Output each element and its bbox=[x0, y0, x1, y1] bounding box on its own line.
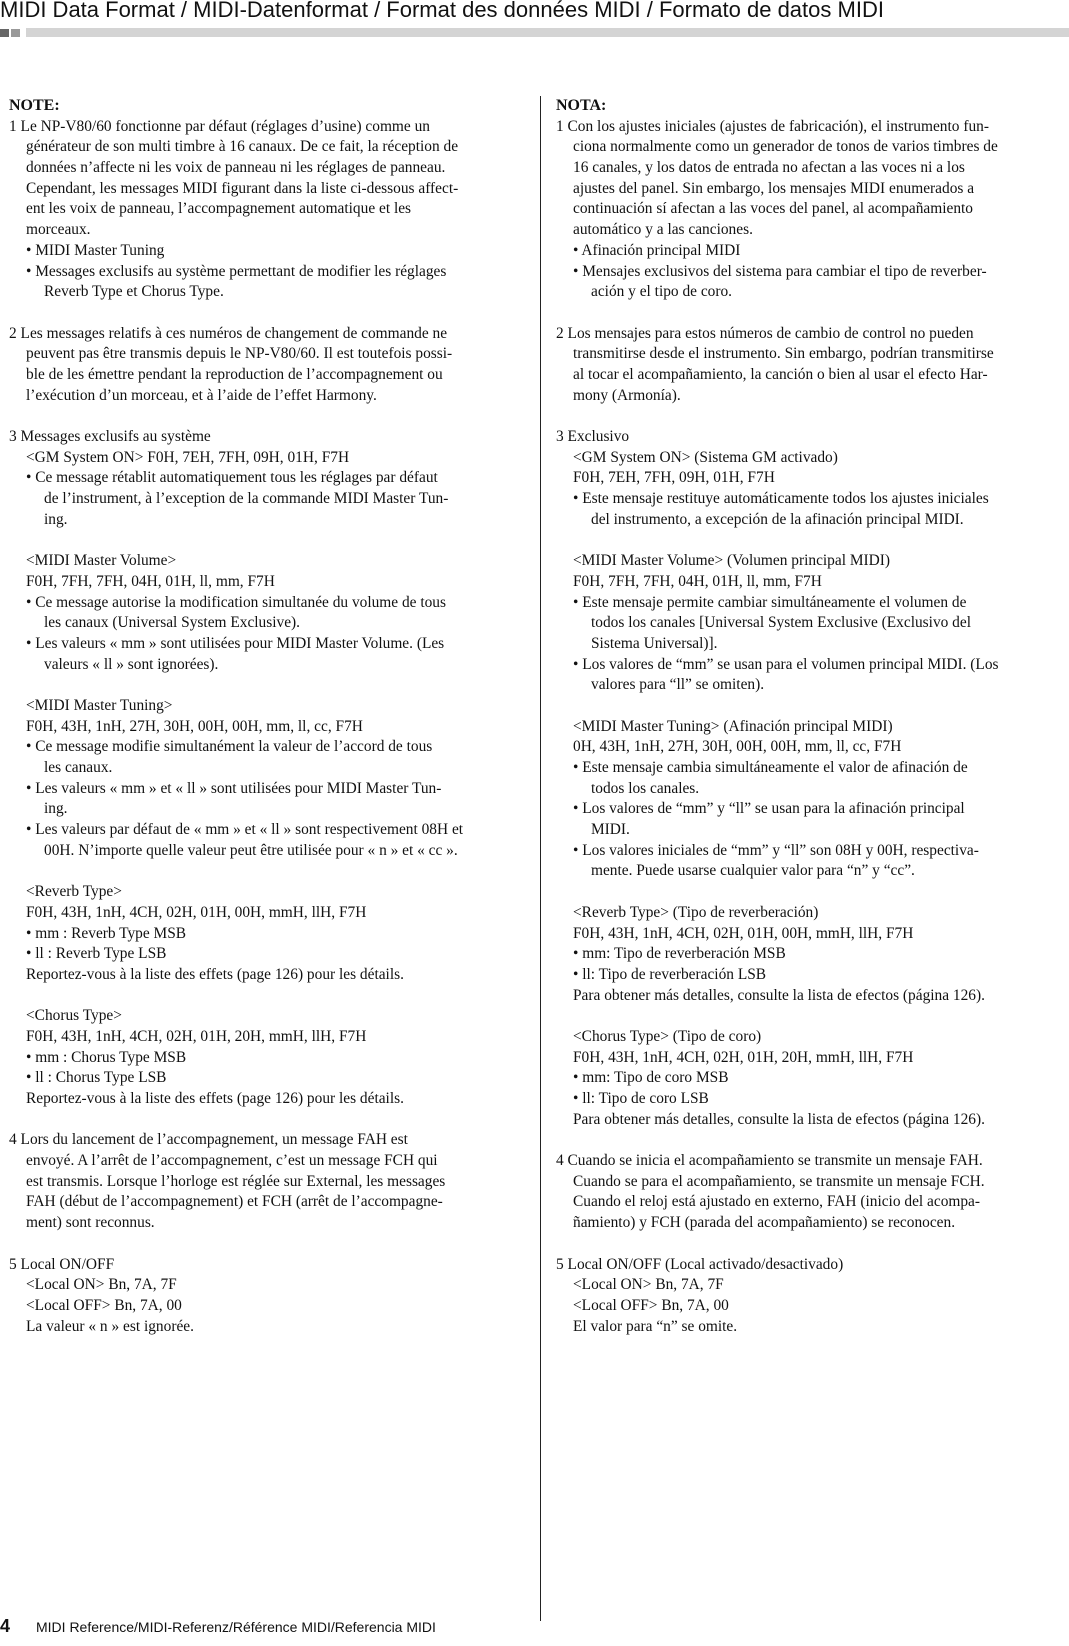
text-line: ajustes del panel. Sin embargo, los mensajes MIDI enumerados a bbox=[573, 179, 975, 197]
text-line: Para obtener más detalles, consulte la lista de efectos (página 126). bbox=[573, 1110, 985, 1128]
paragraph-gap bbox=[556, 1130, 1069, 1151]
text-line: F0H, 43H, 1nH, 4CH, 02H, 01H, 00H, mmH, llH, F7H bbox=[26, 903, 367, 921]
text-line: est transmis. Lorsque l’horloge est réglée sur External, les messages bbox=[26, 1172, 446, 1190]
text-line: <Reverb Type> bbox=[26, 883, 122, 901]
text-line: F0H, 7FH, 7FH, 04H, 01H, ll, mm, F7H bbox=[573, 572, 822, 590]
bullet-line: • Ce message rétablit automatiquement tous les réglages par défaut bbox=[26, 469, 438, 487]
left-column bbox=[9, 96, 515, 1337]
text-line: 3 Exclusivo bbox=[556, 428, 630, 445]
text-line: <Local ON> Bn, 7A, 7F bbox=[573, 1276, 724, 1294]
text-line: <MIDI Master Tuning> (Afinación principal MIDI) bbox=[573, 717, 893, 735]
text-line: <MIDI Master Volume> bbox=[26, 552, 177, 570]
bullet-line: • Este mensaje restituye automáticamente todos los ajustes iniciales bbox=[573, 490, 989, 508]
right-heading: NOTA: bbox=[556, 97, 607, 114]
text-line: Cependant, les messages MIDI figurant dans la liste ci-dessous affect- bbox=[26, 179, 459, 197]
bullet-line: • Este mensaje cambia simultáneamente el valor de afinación de bbox=[573, 759, 968, 776]
column-divider bbox=[540, 96, 541, 1621]
text-line: todos los canales. bbox=[591, 779, 700, 797]
text-line: mony (Armonía). bbox=[573, 386, 681, 404]
paragraph-gap bbox=[556, 530, 1069, 551]
text-line: F0H, 43H, 1nH, 4CH, 02H, 01H, 20H, mmH, llH, F7H bbox=[26, 1027, 367, 1045]
bullet-line: • Este mensaje permite cambiar simultáneamente el volumen de bbox=[573, 593, 967, 611]
text-line: del instrumento, a excepción de la afinación principal MIDI. bbox=[591, 510, 964, 528]
header-square-dark bbox=[0, 29, 9, 37]
text-line: Cuando se para el acompañamiento, se transmite un mensaje FCH. bbox=[573, 1172, 985, 1190]
text-line: morceaux. bbox=[26, 221, 91, 239]
text-line: les canaux. bbox=[44, 759, 113, 776]
text-line: ble de les émettre pendant la reproduction de l’accompagnement ou bbox=[26, 365, 443, 383]
text-line: todos los canales [Universal System Exclusive (Exclusivo del bbox=[591, 614, 971, 632]
text-line: F0H, 7FH, 7FH, 04H, 01H, ll, mm, F7H bbox=[26, 572, 275, 590]
text-line: ent les voix de panneau, l’accompagnement automatique et les bbox=[26, 200, 412, 218]
bullet-line: • ll: Tipo de coro LSB bbox=[573, 1090, 709, 1107]
bullet-line: • Les valeurs par défaut de « mm » et « ll » sont respectivement 08H et bbox=[26, 821, 464, 839]
text-line: données n’affecte ni les voix de panneau ni les réglages de panneau. bbox=[26, 159, 446, 177]
bullet-line: • Afinación principal MIDI bbox=[573, 241, 741, 259]
bullet-line: • Ce message autorise la modification simultanée du volume de tous bbox=[26, 593, 446, 611]
text-line: 16 canales, y los datos de entrada no afectan a las voces ni a los bbox=[573, 159, 965, 177]
text-line: ing. bbox=[44, 510, 68, 528]
text-line: envoyé. A l’arrêt de l’accompagnement, c’est un message FCH qui bbox=[26, 1152, 438, 1170]
text-line: <Local OFF> Bn, 7A, 00 bbox=[26, 1296, 182, 1314]
bullet-line: • mm : Reverb Type MSB bbox=[26, 924, 187, 942]
paragraph-gap bbox=[9, 406, 515, 427]
text-line: mente. Puede usarse cualquier valor para “n” y “cc”. bbox=[591, 862, 915, 880]
text-line: l’exécution d’un morceau, et à l’aide de l’effet Harmony. bbox=[26, 386, 377, 404]
paragraph-gap bbox=[556, 1006, 1069, 1027]
bullet-line: • ll : Chorus Type LSB bbox=[26, 1069, 167, 1087]
text-line: transmitirse desde el instrumento. Sin embargo, podrían transmitirse bbox=[573, 345, 994, 363]
page-title: MIDI Data Format / MIDI-Datenformat / Format des données MIDI / Formato de datos MIDI bbox=[0, 0, 884, 22]
paragraph-gap bbox=[9, 675, 515, 696]
footer-text: MIDI Reference/MIDI-Referenz/Référence MIDI/Referencia MIDI bbox=[36, 1619, 436, 1635]
text-line: F0H, 43H, 1nH, 27H, 30H, 00H, 00H, mm, ll, cc, F7H bbox=[26, 717, 363, 735]
text-line: automático y a las canciones. bbox=[573, 221, 753, 239]
bullet-line: • Messages exclusifs au système permettant de modifier les réglages bbox=[26, 262, 447, 280]
text-line: Reportez-vous à la liste des effets (page 126) pour les détails. bbox=[26, 965, 404, 983]
text-line: F0H, 43H, 1nH, 4CH, 02H, 01H, 00H, mmH, llH, F7H bbox=[573, 924, 914, 942]
text-line: 1 Con los ajustes iniciales (ajustes de fabricación), el instrumento fun- bbox=[556, 117, 989, 135]
text-line: <Chorus Type> (Tipo de coro) bbox=[573, 1027, 762, 1045]
text-line: 2 Les messages relatifs à ces numéros de changement de commande ne bbox=[9, 324, 448, 342]
paragraph-gap bbox=[9, 530, 515, 551]
text-line: <Reverb Type> (Tipo de reverberación) bbox=[573, 903, 819, 921]
text-line: 00H. N’importe quelle valeur peut être utilisée pour « n » et « cc ». bbox=[44, 841, 458, 859]
text-line: Reportez-vous à la liste des effets (page 126) pour les détails. bbox=[26, 1090, 404, 1107]
text-line: peuvent pas être transmis depuis le NP-V80/60. Il est toutefois possi- bbox=[26, 345, 453, 363]
bullet-line: • Los valores de “mm” se usan para el volumen principal MIDI. (Los bbox=[573, 655, 999, 673]
text-line: F0H, 7EH, 7FH, 09H, 01H, F7H bbox=[573, 469, 775, 487]
text-line: <Local OFF> Bn, 7A, 00 bbox=[573, 1296, 729, 1314]
bullet-line: • Mensajes exclusivos del sistema para cambiar el tipo de reverber- bbox=[573, 262, 987, 280]
bullet-line: • Ce message modifie simultanément la valeur de l’accord de tous bbox=[26, 738, 433, 756]
text-line: Cuando el reloj está ajustado en externo, FAH (inicio del acompa- bbox=[573, 1193, 981, 1211]
text-line: Reverb Type et Chorus Type. bbox=[44, 283, 224, 301]
bullet-line: • mm: Tipo de reverberación MSB bbox=[573, 945, 786, 963]
text-line: 4 Lors du lancement de l’accompagnement, un message FAH est bbox=[9, 1131, 408, 1149]
bullet-line: • Les valeurs « mm » et « ll » sont utilisées pour MIDI Master Tun- bbox=[26, 779, 442, 797]
paragraph-gap bbox=[9, 1234, 515, 1255]
text-line: <Local ON> Bn, 7A, 7F bbox=[26, 1276, 177, 1294]
text-line: <Chorus Type> bbox=[26, 1007, 122, 1025]
text-line: ciona normalmente como un generador de tonos de varios timbres de bbox=[573, 138, 998, 156]
bullet-line: • mm: Tipo de coro MSB bbox=[573, 1069, 729, 1087]
text-line: 2 Los mensajes para estos números de cambio de control no pueden bbox=[556, 324, 974, 342]
paragraph-gap bbox=[9, 986, 515, 1007]
text-line: <GM System ON> (Sistema GM activado) bbox=[573, 448, 838, 466]
text-line: 5 Local ON/OFF (Local activado/desactivado) bbox=[556, 1255, 844, 1273]
text-line: ñamiento) y FCH (parada del acompañamiento) se reconocen. bbox=[573, 1214, 956, 1232]
header-square-light bbox=[11, 29, 20, 37]
bullet-line: • ll : Reverb Type LSB bbox=[26, 945, 167, 963]
text-line: les canaux (Universal System Exclusive). bbox=[44, 614, 301, 632]
text-line: 4 Cuando se inicia el acompañamiento se transmite un mensaje FAH. bbox=[556, 1152, 983, 1170]
text-line: <MIDI Master Tuning> bbox=[26, 696, 173, 714]
right-column-body bbox=[556, 117, 1069, 1338]
text-line: La valeur « n » est ignorée. bbox=[26, 1317, 194, 1335]
paragraph-gap bbox=[556, 696, 1069, 717]
page-number: 4 bbox=[0, 1616, 11, 1636]
bullet-line: • Les valeurs « mm » sont utilisées pour MIDI Master Volume. (Les bbox=[26, 634, 445, 652]
text-line: valeurs « ll » sont ignorées). bbox=[44, 655, 219, 673]
text-line: <MIDI Master Volume> (Volumen principal MIDI) bbox=[573, 552, 891, 570]
paragraph-gap bbox=[9, 861, 515, 882]
left-heading: NOTE: bbox=[9, 97, 60, 114]
header-rule bbox=[26, 28, 1069, 37]
text-line: F0H, 43H, 1nH, 4CH, 02H, 01H, 20H, mmH, llH, F7H bbox=[573, 1048, 914, 1066]
text-line: Para obtener más detalles, consulte la lista de efectos (página 126). bbox=[573, 986, 985, 1004]
paragraph-gap bbox=[556, 1234, 1069, 1255]
text-line: 0H, 43H, 1nH, 27H, 30H, 00H, 00H, mm, ll, cc, F7H bbox=[573, 738, 902, 756]
text-line: ment) sont reconnus. bbox=[26, 1214, 155, 1232]
paragraph-gap bbox=[556, 406, 1069, 427]
paragraph-gap bbox=[556, 303, 1069, 324]
text-line: générateur de son multi timbre à 16 canaux. De ce fait, la réception de bbox=[26, 138, 459, 156]
text-line: de l’instrument, à l’exception de la commande MIDI Master Tun- bbox=[44, 490, 449, 508]
text-line: 3 Messages exclusifs au système bbox=[9, 428, 211, 445]
text-line: valores para “ll” se omiten). bbox=[591, 676, 765, 694]
text-line: <GM System ON> F0H, 7EH, 7FH, 09H, 01H, F7H bbox=[26, 448, 350, 466]
text-line: 5 Local ON/OFF bbox=[9, 1255, 115, 1273]
bullet-line: • Los valores de “mm” y “ll” se usan para la afinación principal bbox=[573, 800, 965, 818]
text-line: MIDI. bbox=[591, 821, 630, 839]
right-column bbox=[556, 96, 1069, 1337]
bullet-line: • MIDI Master Tuning bbox=[26, 241, 165, 259]
text-line: Sistema Universal)]. bbox=[591, 634, 718, 652]
bullet-line: • ll: Tipo de reverberación LSB bbox=[573, 965, 767, 983]
bullet-line: • Los valores iniciales de “mm” y “ll” son 08H y 00H, respectiva- bbox=[573, 841, 979, 859]
text-line: continuación sí afectan a las voces del panel, al acompañamiento bbox=[573, 200, 973, 218]
text-line: ing. bbox=[44, 800, 68, 818]
text-line: ación y el tipo de coro. bbox=[591, 283, 733, 301]
text-line: al tocar el acompañamiento, la canción o bien al usar el efecto Har- bbox=[573, 365, 988, 383]
left-column-body bbox=[9, 117, 515, 1338]
text-line: 1 Le NP-V80/60 fonctionne par défaut (réglages d’usine) comme un bbox=[9, 117, 430, 135]
paragraph-gap bbox=[9, 303, 515, 324]
paragraph-gap bbox=[9, 1110, 515, 1131]
text-line: El valor para “n” se omite. bbox=[573, 1317, 738, 1335]
text-line: FAH (début de l’accompagnement) et FCH (arrêt de l’accompagne- bbox=[26, 1193, 443, 1211]
paragraph-gap bbox=[556, 882, 1069, 903]
bullet-line: • mm : Chorus Type MSB bbox=[26, 1048, 187, 1066]
